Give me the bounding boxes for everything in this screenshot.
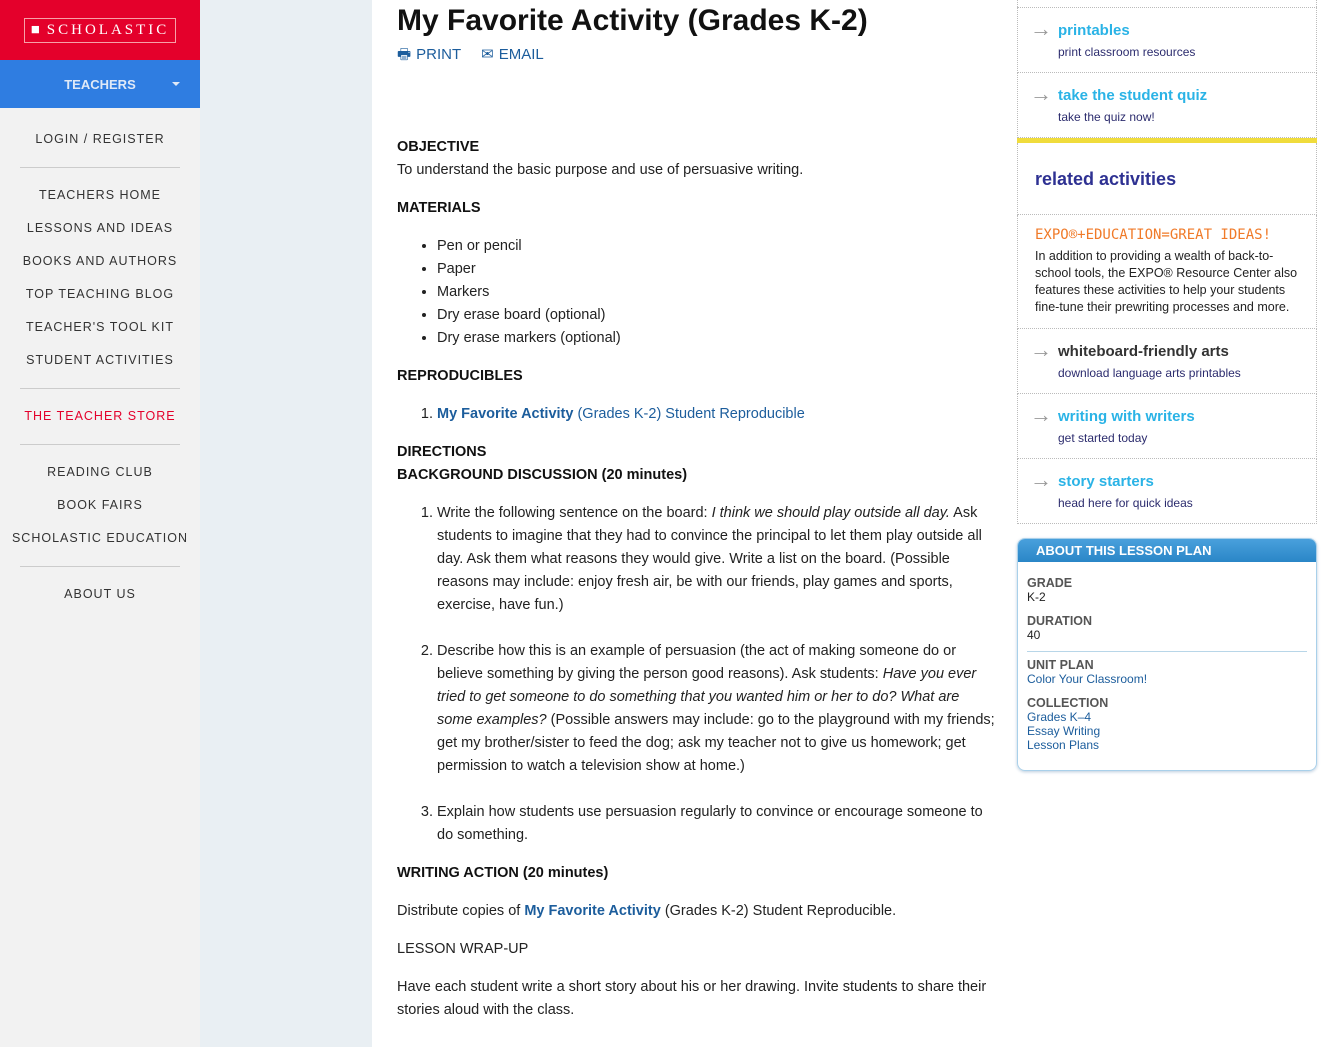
caret-down-icon [172, 82, 180, 86]
material-item: • Dry erase markers (optional) [437, 327, 997, 350]
lesson-content [397, 0, 997, 1022]
reproducible-link-rest[interactable]: (Grades K-2) Student Reproducible [573, 406, 805, 422]
reproducible-link[interactable]: My Favorite Activity [524, 903, 661, 919]
arrow-right-icon: → [1030, 337, 1052, 362]
unit-plan-link[interactable]: Color Your Classroom! [1027, 672, 1148, 686]
expo-banner: EXPO®+EDUCATION=GREAT IDEAS! [1035, 227, 1272, 243]
objective-heading: OBJECTIVE [397, 139, 480, 155]
logo-text: SCHOLASTIC [46, 21, 170, 38]
wrapup-heading: LESSON WRAP-UP [397, 941, 529, 957]
divider [20, 388, 180, 389]
wrapup-text: Have each student write a short story about his or her drawing. Invite students to share their stories aloud with the class. [397, 979, 987, 1018]
logo-bar [0, 0, 200, 60]
material-item: • Paper [437, 258, 997, 281]
related-heading: related activities [1035, 169, 1177, 189]
link-title: story starters [1058, 473, 1154, 490]
arrow-right-icon: → [1030, 467, 1052, 492]
collection-link[interactable]: Grades K–4 [1027, 710, 1092, 724]
divider [20, 167, 180, 168]
teachers-dropdown[interactable] [0, 60, 200, 108]
login-register-link[interactable]: LOGIN / REGISTER [35, 132, 165, 146]
right-rail [1017, 0, 1317, 771]
step-italic: Have you ever tried to get someone to do something that you wanted him or her to do? What are some examples? [437, 666, 977, 728]
collection-link[interactable]: Lesson Plans [1027, 738, 1100, 752]
link-title: writing with writers [1058, 408, 1195, 425]
materials-heading: MATERIALS [397, 200, 481, 216]
gutter [200, 0, 372, 1047]
step-text: Write the following sentence on the board: [437, 505, 712, 521]
nav-teacher-store[interactable]: THE TEACHER STORE [24, 409, 176, 423]
expo-text: In addition to providing a wealth of back-to-school tools, the EXPO® Resource Center also features these activities to help your students fine-tune their prewriting processes and more. [1035, 249, 1298, 314]
duration-label: DURATION [1027, 614, 1093, 628]
writing-with-writers-link[interactable] [1017, 394, 1317, 459]
story-starters-link[interactable] [1017, 459, 1317, 524]
related-activities-header [1017, 143, 1317, 215]
arrow-right-icon: → [1030, 81, 1052, 106]
nav-teachers-tool-kit[interactable]: TEACHER'S TOOL KIT [26, 320, 174, 334]
email-button[interactable] [481, 43, 544, 66]
objective-text: To understand the basic purpose and use of persuasive writing. [397, 162, 804, 178]
nav-scholastic-education[interactable]: SCHOLASTIC EDUCATION [11, 531, 189, 545]
collection-link[interactable]: Essay Writing [1027, 724, 1101, 738]
print-button[interactable] [397, 43, 461, 66]
book-icon: ■ [30, 21, 43, 38]
material-item: • Dry erase board (optional) [437, 304, 997, 327]
direction-step: 3. Explain how students use persuasion regularly to convince or encourage someone to do something. [437, 801, 997, 847]
background-heading: BACKGROUND DISCUSSION (20 minutes) [397, 467, 688, 483]
text: (Grades K-2) Student Reproducible. [660, 903, 897, 919]
link-subtitle: download language arts printables [1058, 366, 1241, 380]
nav-lessons-ideas[interactable]: LESSONS AND IDEAS [26, 221, 174, 235]
step-italic: I think we should play outside all day. [711, 505, 950, 521]
envelope-icon: ✉ [481, 46, 494, 63]
print-label: PRINT [416, 46, 462, 63]
text: Distribute copies of [397, 903, 525, 919]
direction-step [437, 640, 997, 778]
link-title: whiteboard-friendly arts [1058, 343, 1229, 360]
directions-heading: DIRECTIONS [397, 444, 487, 460]
step-text: Ask students to imagine that they had to convince the principal to let them play outside all day. Ask them what reasons they would give. Write a list on the board. (Possible reasons may include: enjoy fresh air, be with our friends, play games and sports, exercise, have fun.) [437, 505, 982, 613]
duration-value: 40 [1027, 628, 1041, 642]
divider [20, 444, 180, 445]
expo-promo [1017, 215, 1317, 329]
grade-label: GRADE [1027, 576, 1073, 590]
nav-top-teaching-blog[interactable]: TOP TEACHING BLOG [25, 287, 175, 301]
sidebar [0, 0, 200, 1047]
link-title: printables [1058, 22, 1130, 39]
scholastic-logo[interactable] [24, 18, 177, 43]
material-item: • Markers [437, 281, 997, 304]
about-lesson-plan [1017, 538, 1317, 771]
printables-link[interactable] [1017, 7, 1317, 73]
unit-plan-label: UNIT PLAN [1027, 658, 1094, 672]
collection-label: COLLECTION [1027, 696, 1109, 710]
writing-heading: WRITING ACTION (20 minutes) [397, 865, 609, 881]
page-title: My Favorite Activity (Grades K-2) [397, 4, 868, 37]
arrow-right-icon: → [1030, 16, 1052, 41]
material-item: • Pen or pencil [437, 235, 997, 258]
nav-reading-club[interactable]: READING CLUB [47, 465, 153, 479]
direction-step [437, 502, 997, 617]
nav-book-fairs[interactable]: BOOK FAIRS [57, 498, 143, 512]
link-subtitle: take the quiz now! [1058, 110, 1155, 124]
nav-teachers-home[interactable]: TEACHERS HOME [38, 188, 162, 202]
step-text: (Possible answers may include: go to the playground with my friends; get my brother/sister to feed the dog; ask my teacher not to give us homework; get permission to watch a television show at home.) [437, 712, 995, 774]
reproducible-item [437, 403, 997, 426]
whiteboard-arts-link[interactable] [1017, 329, 1317, 394]
grade-value: K-2 [1027, 590, 1046, 604]
nav-books-authors[interactable]: BOOKS AND AUTHORS [22, 254, 178, 268]
reproducibles-heading: REPRODUCIBLES [397, 368, 523, 384]
teachers-label: TEACHERS [64, 76, 136, 92]
link-title: take the student quiz [1058, 87, 1208, 104]
writing-text [397, 900, 997, 923]
about-header: ABOUT THIS LESSON PLAN [1018, 539, 1316, 562]
arrow-right-icon: → [1030, 402, 1052, 427]
nav-student-activities[interactable]: STUDENT ACTIVITIES [26, 353, 174, 367]
email-label: EMAIL [498, 46, 544, 63]
link-subtitle: print classroom resources [1058, 45, 1196, 59]
printer-icon: 🖶 [397, 46, 412, 63]
reproducible-link[interactable]: My Favorite Activity [437, 406, 574, 422]
step-text: Describe how this is an example of persuasion (the act of making someone do or believe something by giving the person good reasons). Ask students: [437, 643, 957, 682]
student-quiz-link[interactable] [1017, 73, 1317, 138]
link-subtitle: get started today [1058, 431, 1148, 445]
nav-about-us[interactable]: ABOUT US [64, 587, 136, 601]
link-subtitle: head here for quick ideas [1058, 496, 1193, 510]
divider [20, 566, 180, 567]
